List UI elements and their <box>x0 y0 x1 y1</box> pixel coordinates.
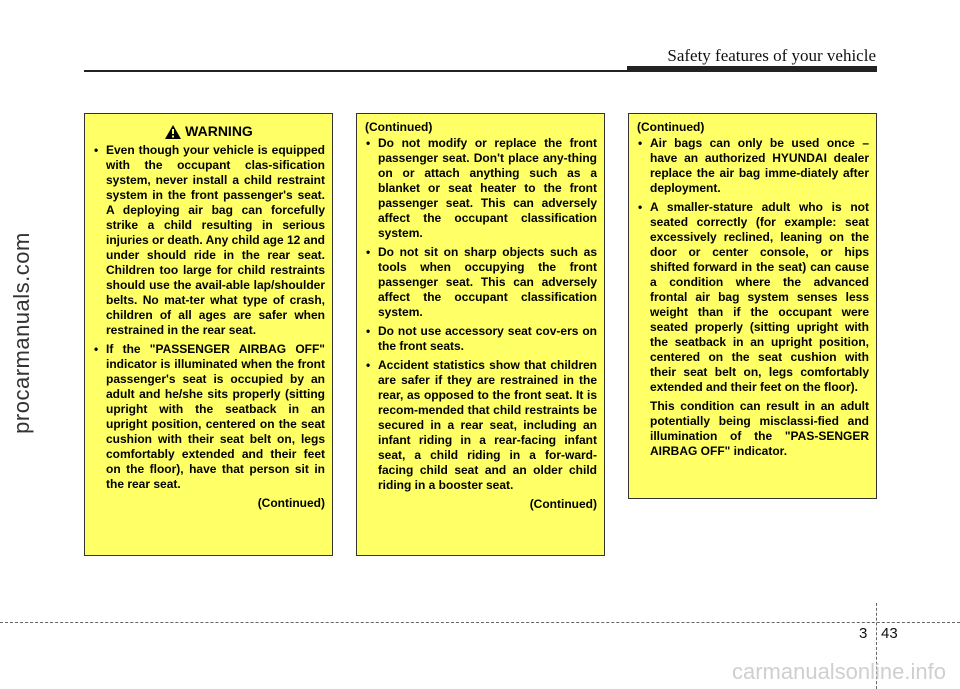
warning-triangle-icon <box>165 125 181 139</box>
list-item: • Do not use accessory seat cov-ers on the front seats. <box>366 324 597 353</box>
section-title: Safety features of your vehicle <box>667 46 876 65</box>
warning-title: WARNING <box>185 123 253 139</box>
page-number: 43 <box>881 625 898 642</box>
warning-list <box>93 143 325 492</box>
side-watermark: procarmanuals.com <box>9 232 34 434</box>
list-item: • Even though your vehicle is equipped with the occupant clas-sification system, never install a child restraint system in the front passenger's seat. A deploying air bag can forcefully strike a child resulting in serious injuries or death. Any child age 12 and under should ride in the rear seat. Children too large for child restraints should use the avail-able lap/shoulder belts. No mat-ter what type of crash, children of all ages are safer when restrained in the rear seat. <box>94 143 325 337</box>
footer-watermark: carmanualsonline.info <box>731 659 946 684</box>
bullet-icon: • <box>366 136 371 150</box>
list-item: • Accident statistics show that children are safer if they are restrained in the rear, as opposed to the front seat. It is recom-mended that child restraints be secured in a rear seat, including an infant riding in a rear-facing infant seat, a child riding in a for-ward-facing child seat and an older child riding in a booster seat. <box>366 358 597 492</box>
list-item: • Do not sit on sharp objects such as tools when occupying the front passenger seat. This can adversely affect the occupant classification system. <box>366 245 597 319</box>
warning-heading <box>93 124 325 139</box>
warning-list <box>637 136 869 395</box>
continued-label: (Continued) <box>365 120 433 134</box>
footer-rule <box>0 622 960 623</box>
continued-label: (Continued) <box>257 496 325 510</box>
bullet-icon: • <box>94 342 99 356</box>
continued-box-2 <box>356 113 605 556</box>
bullet-icon: • <box>638 136 643 150</box>
list-item: • Air bags can only be used once – have an authorized HYUNDAI dealer replace the air bag imme-diately after deployment. <box>638 136 869 195</box>
list-item: • A smaller-stature adult who is not seated correctly (for example: seat excessively reclined, leaning on the door or center console, or hips shifted forward in the seat) can cause a condition where the advanced frontal air bag system senses less weight than if the occupant were seated properly (sitting upright with the seatback in an upright position, centered on the seat cushion with their seat belt on, legs comfortably extended and their feet on the floor). <box>638 200 869 394</box>
list-item: • Do not modify or replace the front passenger seat. Don't place any-thing on or attach anything such as a blanket or seat heater to the front passenger seat. This can adversely affect the occupant classification system. <box>366 136 597 240</box>
chapter-number: 3 <box>859 625 868 642</box>
continued-label: (Continued) <box>529 497 597 511</box>
bullet-icon: • <box>638 200 643 214</box>
list-item: • If the "PASSENGER AIRBAG OFF" indicator is illuminated when the front passenger's seat is occupied by an adult and he/she sits properly (sitting upright with the seatback in an upright position, centered on the seat cushion with their seat belt on, legs comfortably extended and their feet on the floor), have that person sit in the rear seat. <box>94 342 325 491</box>
continued-label: (Continued) <box>637 120 705 134</box>
bullet-icon: • <box>366 358 371 372</box>
condition-note: This condition can result in an adult potentially being misclassi-fied and illumination of the "PAS-SENGER AIRBAG OFF" indicator. <box>650 399 869 458</box>
continued-box-3 <box>628 113 877 499</box>
header-bar <box>627 66 877 72</box>
bullet-icon: • <box>94 143 99 157</box>
bullet-icon: • <box>366 245 371 259</box>
warning-list <box>365 136 597 493</box>
bullet-icon: • <box>366 324 371 338</box>
warning-box <box>84 113 333 556</box>
